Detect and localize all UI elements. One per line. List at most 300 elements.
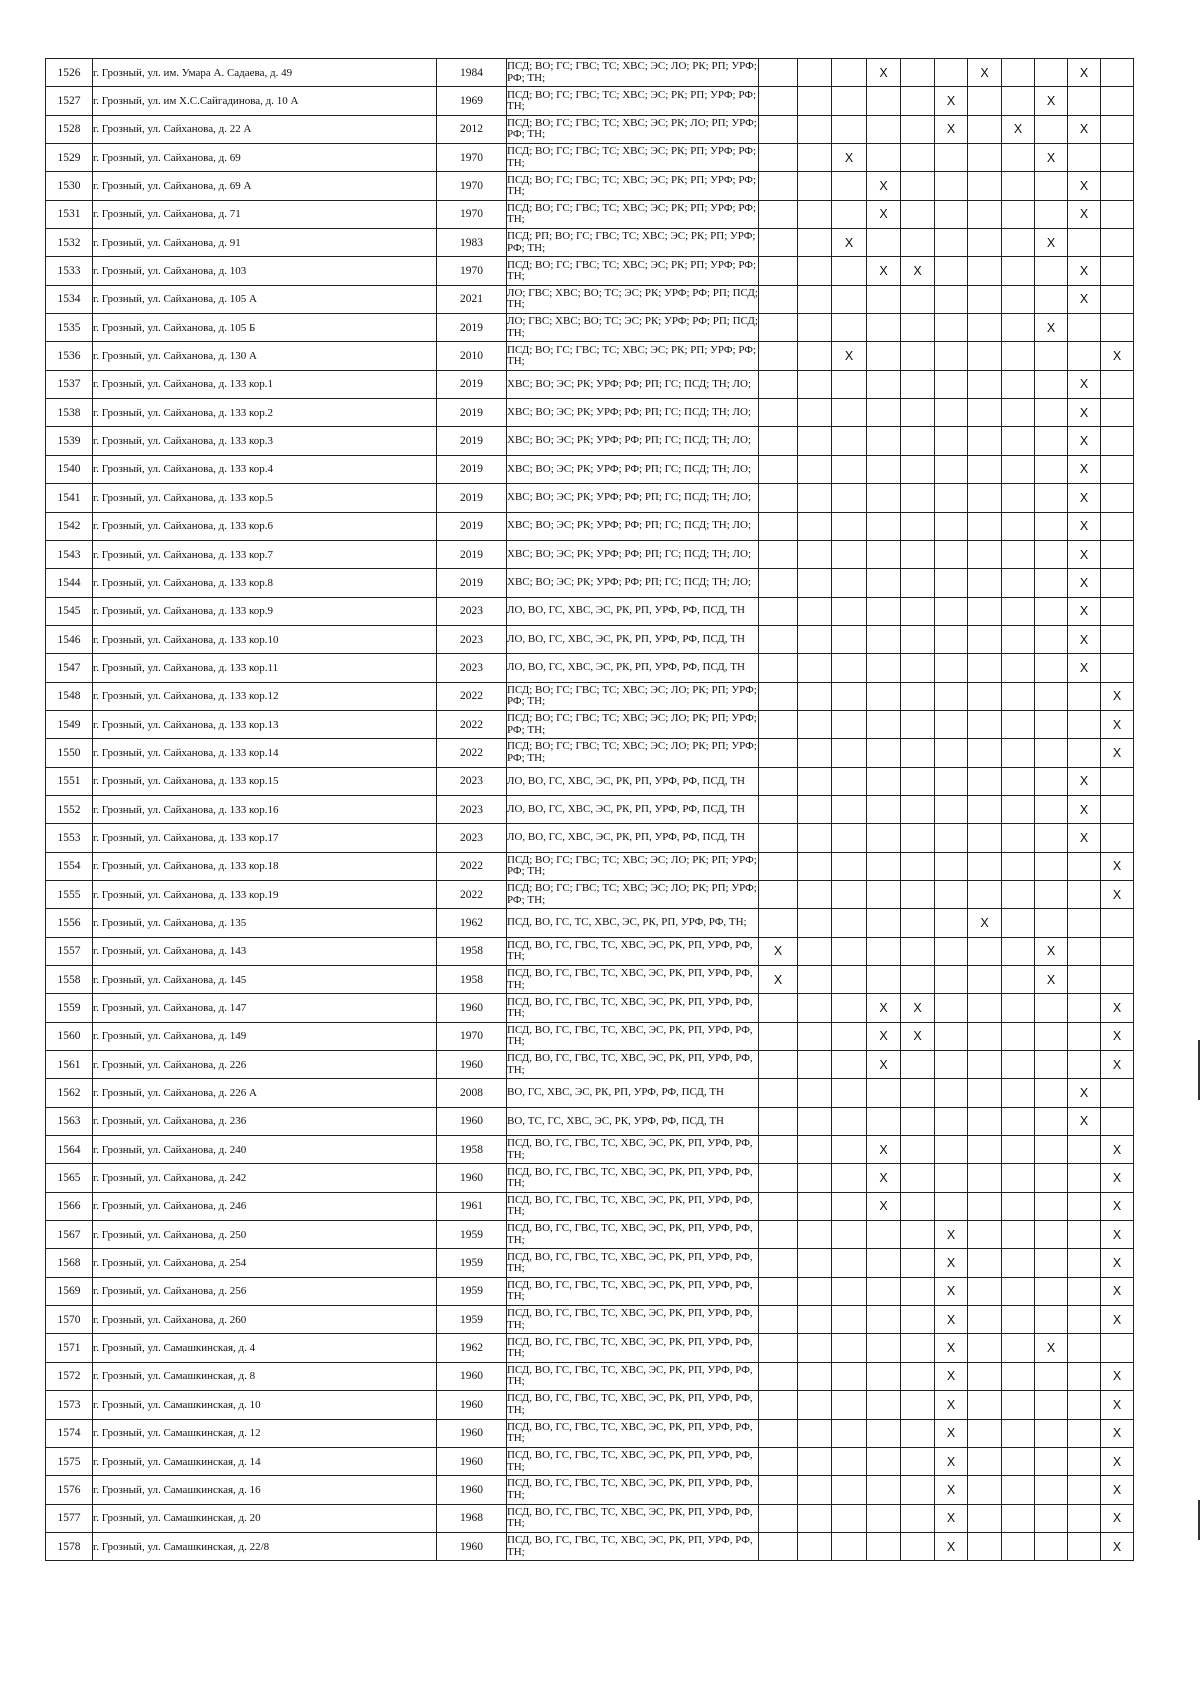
x-mark: X xyxy=(773,972,783,987)
services-cell: ПСД; ВО; ГС; ГВС; ТС; ХВС; ЭС; ЛО; РК; РП; УРФ; РФ; ТН; xyxy=(507,739,759,767)
mark-cell-3 xyxy=(832,1277,867,1305)
mark-cell-2 xyxy=(798,144,832,172)
mark-cell-4 xyxy=(867,1419,901,1447)
mark-cell-10 xyxy=(1068,880,1101,908)
table-row xyxy=(46,257,1134,285)
mark-cell-7 xyxy=(968,682,1002,710)
mark-cell-3 xyxy=(832,1419,867,1447)
mark-cell-10 xyxy=(1068,1447,1101,1475)
mark-cell-8 xyxy=(1002,1164,1035,1192)
address-cell: г. Грозный, ул. Самашкинская, д. 14 xyxy=(93,1447,437,1475)
mark-cell-10 xyxy=(1068,824,1101,852)
mark-cell-2 xyxy=(798,314,832,342)
mark-cell-8 xyxy=(1002,285,1035,313)
address-cell: г. Грозный, ул. Сайханова, д. 133 кор.6 xyxy=(93,512,437,540)
row-number: 1577 xyxy=(46,1504,93,1532)
mark-cell-10 xyxy=(1068,172,1101,200)
mark-cell-11 xyxy=(1101,1306,1134,1334)
x-mark: X xyxy=(1112,349,1122,364)
mark-cell-7 xyxy=(968,795,1002,823)
build-year-cell: 2023 xyxy=(437,767,507,795)
x-mark: X xyxy=(879,1001,888,1016)
mark-cell-1 xyxy=(759,880,798,908)
row-number: 1553 xyxy=(46,824,93,852)
mark-cell-9 xyxy=(1035,852,1068,880)
mark-cell-6 xyxy=(935,115,968,143)
mark-cell-9 xyxy=(1035,1306,1068,1334)
mark-cell-6 xyxy=(935,1136,968,1164)
mark-cell-2 xyxy=(798,1476,832,1504)
mark-cell-5 xyxy=(901,257,935,285)
mark-cell-10 xyxy=(1068,229,1101,257)
table-row xyxy=(46,399,1134,427)
mark-cell-7 xyxy=(968,569,1002,597)
table-row xyxy=(46,200,1134,228)
x-mark: X xyxy=(773,944,783,959)
mark-cell-10 xyxy=(1068,937,1101,965)
services-cell: ХВС; ВО; ЭС; РК; УРФ; РФ; РП; ГС; ПСД; ТН; ЛО; xyxy=(507,540,759,568)
mark-cell-9 xyxy=(1035,1419,1068,1447)
x-mark: X xyxy=(1079,660,1089,675)
mark-cell-6 xyxy=(935,1022,968,1050)
mark-cell-8 xyxy=(1002,1192,1035,1220)
services-cell: ЛО, ВО, ГС, ХВС, ЭС, РК, РП, УРФ, РФ, ПСД, ТН xyxy=(507,597,759,625)
mark-cell-4 xyxy=(867,200,901,228)
services-cell: ПСД, ВО, ГС, ТС, ХВС, ЭС, РК, РП, УРФ, РФ, ТН; xyxy=(507,909,759,937)
mark-cell-9 xyxy=(1035,540,1068,568)
mark-cell-10 xyxy=(1068,625,1101,653)
mark-cell-3 xyxy=(832,824,867,852)
address-cell: г. Грозный, ул. Сайханова, д. 133 кор.4 xyxy=(93,455,437,483)
mark-cell-6 xyxy=(935,767,968,795)
address-cell: г. Грозный, ул. Самашкинская, д. 12 xyxy=(93,1419,437,1447)
mark-cell-11 xyxy=(1101,172,1134,200)
mark-cell-6 xyxy=(935,370,968,398)
mark-cell-6 xyxy=(935,625,968,653)
mark-cell-7 xyxy=(968,370,1002,398)
mark-cell-9 xyxy=(1035,342,1068,370)
mark-cell-1 xyxy=(759,229,798,257)
row-number: 1532 xyxy=(46,229,93,257)
services-cell: ЛО, ВО, ГС, ХВС, ЭС, РК, РП, УРФ, РФ, ПСД, ТН xyxy=(507,654,759,682)
mark-cell-1 xyxy=(759,1277,798,1305)
mark-cell-8 xyxy=(1002,1277,1035,1305)
table-row xyxy=(46,1362,1134,1390)
x-mark: X xyxy=(1079,547,1089,562)
mark-cell-5 xyxy=(901,1221,935,1249)
mark-cell-4 xyxy=(867,172,901,200)
mark-cell-6 xyxy=(935,569,968,597)
address-cell: г. Грозный, ул. Сайханова, д. 133 кор.14 xyxy=(93,739,437,767)
mark-cell-7 xyxy=(968,1447,1002,1475)
mark-cell-3 xyxy=(832,795,867,823)
mark-cell-1 xyxy=(759,314,798,342)
services-cell: ЛО; ГВС; ХВС; ВО; ТС; ЭС; РК; УРФ; РФ; РП; ПСД; ТН; xyxy=(507,285,759,313)
services-cell: ПСД, ВО, ГС, ГВС, ТС, ХВС, ЭС, РК, РП, УРФ, РФ, ТН; xyxy=(507,1277,759,1305)
mark-cell-1 xyxy=(759,172,798,200)
x-mark: X xyxy=(1112,1227,1122,1242)
build-year-cell: 2021 xyxy=(437,285,507,313)
services-cell: ПСД, ВО, ГС, ГВС, ТС, ХВС, ЭС, РК, РП, УРФ, РФ, ТН; xyxy=(507,1164,759,1192)
services-cell: ПСД; ВО; ГС; ГВС; ТС; ХВС; ЭС; ЛО; РК; РП; УРФ; РФ; ТН; xyxy=(507,682,759,710)
x-mark: X xyxy=(1013,122,1023,137)
mark-cell-6 xyxy=(935,540,968,568)
row-number: 1528 xyxy=(46,115,93,143)
mark-cell-11 xyxy=(1101,200,1134,228)
mark-cell-1 xyxy=(759,569,798,597)
mark-cell-5 xyxy=(901,59,935,87)
mark-cell-8 xyxy=(1002,682,1035,710)
mark-cell-11 xyxy=(1101,1079,1134,1107)
services-cell: ПСД; ВО; ГС; ГВС; ТС; ХВС; ЭС; РК; РП; УРФ; РФ; ТН; xyxy=(507,342,759,370)
x-mark: X xyxy=(1079,122,1089,137)
table-row xyxy=(46,739,1134,767)
address-cell: г. Грозный, ул. Сайханова, д. 133 кор.3 xyxy=(93,427,437,455)
x-mark: X xyxy=(1112,1426,1122,1441)
mark-cell-1 xyxy=(759,1476,798,1504)
mark-cell-11 xyxy=(1101,1022,1134,1050)
mark-cell-7 xyxy=(968,540,1002,568)
mark-cell-9 xyxy=(1035,1334,1068,1362)
mark-cell-10 xyxy=(1068,795,1101,823)
services-cell: ПСД, ВО, ГС, ГВС, ТС, ХВС, ЭС, РК, РП, УРФ, РФ, ТН; xyxy=(507,1249,759,1277)
mark-cell-11 xyxy=(1101,1362,1134,1390)
x-mark: X xyxy=(879,264,888,279)
mark-cell-10 xyxy=(1068,540,1101,568)
table-row xyxy=(46,1447,1134,1475)
mark-cell-7 xyxy=(968,144,1002,172)
address-cell: г. Грозный, ул. Сайханова, д. 133 кор.19 xyxy=(93,880,437,908)
table-row xyxy=(46,625,1134,653)
mark-cell-5 xyxy=(901,739,935,767)
mark-cell-11 xyxy=(1101,59,1134,87)
mark-cell-3 xyxy=(832,569,867,597)
mark-cell-11 xyxy=(1101,682,1134,710)
mark-cell-1 xyxy=(759,1391,798,1419)
services-cell: ПСД, ВО, ГС, ГВС, ТС, ХВС, ЭС, РК, РП, УРФ, РФ, ТН; xyxy=(507,1419,759,1447)
mark-cell-7 xyxy=(968,625,1002,653)
services-cell: ХВС; ВО; ЭС; РК; УРФ; РФ; РП; ГС; ПСД; ТН; ЛО; xyxy=(507,569,759,597)
mark-cell-9 xyxy=(1035,200,1068,228)
row-number: 1539 xyxy=(46,427,93,455)
build-year-cell: 1960 xyxy=(437,1051,507,1079)
mark-cell-5 xyxy=(901,795,935,823)
mark-cell-6 xyxy=(935,994,968,1022)
row-number: 1549 xyxy=(46,710,93,738)
mark-cell-11 xyxy=(1101,1107,1134,1135)
mark-cell-7 xyxy=(968,654,1002,682)
mark-cell-7 xyxy=(968,1334,1002,1362)
mark-cell-6 xyxy=(935,1334,968,1362)
mark-cell-3 xyxy=(832,512,867,540)
mark-cell-8 xyxy=(1002,654,1035,682)
address-cell: г. Грозный, ул. Самашкинская, д. 20 xyxy=(93,1504,437,1532)
mark-cell-8 xyxy=(1002,739,1035,767)
mark-cell-7 xyxy=(968,739,1002,767)
mark-cell-10 xyxy=(1068,370,1101,398)
mark-cell-10 xyxy=(1068,994,1101,1022)
mark-cell-7 xyxy=(968,1136,1002,1164)
x-mark: X xyxy=(946,1369,956,1384)
mark-cell-2 xyxy=(798,1079,832,1107)
row-number: 1565 xyxy=(46,1164,93,1192)
services-cell: ПСД; ВО; ГС; ГВС; ТС; ХВС; ЭС; РК; РП; УРФ; РФ; ТН; xyxy=(507,200,759,228)
mark-cell-6 xyxy=(935,795,968,823)
mark-cell-2 xyxy=(798,1306,832,1334)
services-cell: ПСД, ВО, ГС, ГВС, ТС, ХВС, ЭС, РК, РП, УРФ, РФ, ТН; xyxy=(507,1221,759,1249)
x-mark: X xyxy=(879,1199,888,1214)
mark-cell-10 xyxy=(1068,1476,1101,1504)
row-number: 1570 xyxy=(46,1306,93,1334)
mark-cell-2 xyxy=(798,852,832,880)
x-mark: X xyxy=(1112,1454,1122,1469)
row-number: 1578 xyxy=(46,1532,93,1560)
mark-cell-9 xyxy=(1035,880,1068,908)
build-year-cell: 2019 xyxy=(437,314,507,342)
row-number: 1562 xyxy=(46,1079,93,1107)
x-mark: X xyxy=(1079,632,1089,647)
mark-cell-5 xyxy=(901,1447,935,1475)
mark-cell-11 xyxy=(1101,767,1134,795)
mark-cell-4 xyxy=(867,1277,901,1305)
services-cell: ПСД; ВО; ГС; ГВС; ТС; ХВС; ЭС; РК; ЛО; РП; УРФ; РФ; ТН; xyxy=(507,115,759,143)
mark-cell-1 xyxy=(759,1334,798,1362)
address-cell: г. Грозный, ул. Сайханова, д. 105 Б xyxy=(93,314,437,342)
mark-cell-11 xyxy=(1101,909,1134,937)
mark-cell-2 xyxy=(798,399,832,427)
mark-cell-7 xyxy=(968,512,1002,540)
x-mark: X xyxy=(1079,292,1089,307)
mark-cell-11 xyxy=(1101,87,1134,115)
mark-cell-1 xyxy=(759,455,798,483)
mark-cell-3 xyxy=(832,144,867,172)
mark-cell-6 xyxy=(935,342,968,370)
mark-cell-5 xyxy=(901,909,935,937)
mark-cell-8 xyxy=(1002,1306,1035,1334)
mark-cell-9 xyxy=(1035,654,1068,682)
mark-cell-2 xyxy=(798,1391,832,1419)
table-row xyxy=(46,994,1134,1022)
mark-cell-1 xyxy=(759,1306,798,1334)
build-year-cell: 1970 xyxy=(437,144,507,172)
x-mark: X xyxy=(879,1029,888,1044)
row-number: 1536 xyxy=(46,342,93,370)
mark-cell-8 xyxy=(1002,1221,1035,1249)
x-mark: X xyxy=(1046,150,1056,165)
mark-cell-9 xyxy=(1035,1277,1068,1305)
services-cell: ПСД, ВО, ГС, ГВС, ТС, ХВС, ЭС, РК, РП, УРФ, РФ, ТН; xyxy=(507,994,759,1022)
mark-cell-4 xyxy=(867,455,901,483)
mark-cell-1 xyxy=(759,144,798,172)
row-number: 1572 xyxy=(46,1362,93,1390)
mark-cell-8 xyxy=(1002,1334,1035,1362)
x-mark: X xyxy=(946,1482,956,1497)
x-mark: X xyxy=(1079,1086,1089,1101)
mark-cell-4 xyxy=(867,1249,901,1277)
mark-cell-8 xyxy=(1002,909,1035,937)
table-row xyxy=(46,569,1134,597)
row-number: 1543 xyxy=(46,540,93,568)
mark-cell-7 xyxy=(968,342,1002,370)
mark-cell-9 xyxy=(1035,257,1068,285)
mark-cell-2 xyxy=(798,1532,832,1560)
mark-cell-7 xyxy=(968,1022,1002,1050)
mark-cell-2 xyxy=(798,257,832,285)
mark-cell-5 xyxy=(901,1107,935,1135)
mark-cell-5 xyxy=(901,852,935,880)
services-cell: ПСД; РП; ВО; ГС; ГВС; ТС; ХВС; ЭС; РК; РП; УРФ; РФ; ТН; xyxy=(507,229,759,257)
mark-cell-4 xyxy=(867,285,901,313)
table-row xyxy=(46,1334,1134,1362)
table-row xyxy=(46,427,1134,455)
mark-cell-3 xyxy=(832,1447,867,1475)
row-number: 1531 xyxy=(46,200,93,228)
mark-cell-4 xyxy=(867,1192,901,1220)
mark-cell-3 xyxy=(832,966,867,994)
x-mark: X xyxy=(1112,1312,1122,1327)
address-cell: г. Грозный, ул. Сайханова, д. 226 xyxy=(93,1051,437,1079)
mark-cell-3 xyxy=(832,1334,867,1362)
mark-cell-9 xyxy=(1035,1447,1068,1475)
mark-cell-4 xyxy=(867,710,901,738)
mark-cell-6 xyxy=(935,1164,968,1192)
services-cell: ХВС; ВО; ЭС; РК; УРФ; РФ; РП; ГС; ПСД; ТН; ЛО; xyxy=(507,512,759,540)
mark-cell-2 xyxy=(798,229,832,257)
row-number: 1564 xyxy=(46,1136,93,1164)
mark-cell-8 xyxy=(1002,1447,1035,1475)
mark-cell-9 xyxy=(1035,144,1068,172)
table-row xyxy=(46,1079,1134,1107)
table-row xyxy=(46,682,1134,710)
mark-cell-1 xyxy=(759,484,798,512)
row-number: 1535 xyxy=(46,314,93,342)
mark-cell-3 xyxy=(832,1532,867,1560)
build-year-cell: 1968 xyxy=(437,1504,507,1532)
mark-cell-7 xyxy=(968,1107,1002,1135)
mark-cell-9 xyxy=(1035,625,1068,653)
row-number: 1533 xyxy=(46,257,93,285)
mark-cell-2 xyxy=(798,625,832,653)
mark-cell-1 xyxy=(759,824,798,852)
mark-cell-5 xyxy=(901,1022,935,1050)
table-row xyxy=(46,966,1134,994)
mark-cell-6 xyxy=(935,427,968,455)
mark-cell-4 xyxy=(867,597,901,625)
mark-cell-6 xyxy=(935,1391,968,1419)
mark-cell-10 xyxy=(1068,1164,1101,1192)
build-year-cell: 2022 xyxy=(437,739,507,767)
mark-cell-10 xyxy=(1068,1362,1101,1390)
mark-cell-1 xyxy=(759,852,798,880)
mark-cell-4 xyxy=(867,625,901,653)
mark-cell-5 xyxy=(901,115,935,143)
build-year-cell: 1970 xyxy=(437,1022,507,1050)
mark-cell-10 xyxy=(1068,455,1101,483)
mark-cell-1 xyxy=(759,370,798,398)
mark-cell-9 xyxy=(1035,966,1068,994)
address-cell: г. Грозный, ул. Сайханова, д. 226 А xyxy=(93,1079,437,1107)
mark-cell-4 xyxy=(867,1334,901,1362)
mark-cell-1 xyxy=(759,1362,798,1390)
mark-cell-4 xyxy=(867,569,901,597)
build-year-cell: 1960 xyxy=(437,1164,507,1192)
x-mark: X xyxy=(1112,859,1122,874)
mark-cell-3 xyxy=(832,427,867,455)
mark-cell-5 xyxy=(901,370,935,398)
address-cell: г. Грозный, ул. Сайханова, д. 240 xyxy=(93,1136,437,1164)
mark-cell-11 xyxy=(1101,1476,1134,1504)
mark-cell-6 xyxy=(935,880,968,908)
mark-cell-1 xyxy=(759,1504,798,1532)
services-cell: ПСД; ВО; ГС; ГВС; ТС; ХВС; ЭС; ЛО; РК; РП; УРФ; РФ; ТН; xyxy=(507,59,759,87)
mark-cell-7 xyxy=(968,966,1002,994)
mark-cell-3 xyxy=(832,314,867,342)
row-number: 1558 xyxy=(46,966,93,994)
table-row xyxy=(46,314,1134,342)
mark-cell-4 xyxy=(867,654,901,682)
mark-cell-8 xyxy=(1002,937,1035,965)
mark-cell-11 xyxy=(1101,342,1134,370)
mark-cell-11 xyxy=(1101,937,1134,965)
table-row xyxy=(46,1391,1134,1419)
mark-cell-11 xyxy=(1101,1277,1134,1305)
x-mark: X xyxy=(946,94,956,109)
mark-cell-2 xyxy=(798,1249,832,1277)
row-number: 1569 xyxy=(46,1277,93,1305)
x-mark: X xyxy=(844,349,854,364)
mark-cell-2 xyxy=(798,455,832,483)
x-mark: X xyxy=(946,122,956,137)
mark-cell-9 xyxy=(1035,1221,1068,1249)
x-mark: X xyxy=(1046,320,1056,335)
services-cell: ЛО, ВО, ГС, ХВС, ЭС, РК, РП, УРФ, РФ, ПСД, ТН xyxy=(507,824,759,852)
mark-cell-3 xyxy=(832,994,867,1022)
x-mark: X xyxy=(980,915,989,930)
row-number: 1527 xyxy=(46,87,93,115)
mark-cell-5 xyxy=(901,682,935,710)
mark-cell-1 xyxy=(759,625,798,653)
x-mark: X xyxy=(1079,604,1089,619)
mark-cell-11 xyxy=(1101,1334,1134,1362)
table-row xyxy=(46,1107,1134,1135)
mark-cell-7 xyxy=(968,880,1002,908)
x-mark: X xyxy=(1079,264,1089,279)
mark-cell-3 xyxy=(832,399,867,427)
mark-cell-11 xyxy=(1101,852,1134,880)
build-year-cell: 1960 xyxy=(437,1419,507,1447)
mark-cell-6 xyxy=(935,1249,968,1277)
row-number: 1546 xyxy=(46,625,93,653)
table-row xyxy=(46,115,1134,143)
mark-cell-3 xyxy=(832,1107,867,1135)
mark-cell-10 xyxy=(1068,342,1101,370)
table-row xyxy=(46,59,1134,87)
table-row xyxy=(46,455,1134,483)
table-row xyxy=(46,1192,1134,1220)
mark-cell-11 xyxy=(1101,257,1134,285)
mark-cell-3 xyxy=(832,654,867,682)
x-mark: X xyxy=(946,1397,956,1412)
mark-cell-5 xyxy=(901,824,935,852)
mark-cell-6 xyxy=(935,937,968,965)
mark-cell-10 xyxy=(1068,767,1101,795)
mark-cell-3 xyxy=(832,257,867,285)
mark-cell-7 xyxy=(968,172,1002,200)
mark-cell-11 xyxy=(1101,314,1134,342)
x-mark: X xyxy=(1112,1539,1122,1554)
mark-cell-4 xyxy=(867,1447,901,1475)
mark-cell-8 xyxy=(1002,427,1035,455)
